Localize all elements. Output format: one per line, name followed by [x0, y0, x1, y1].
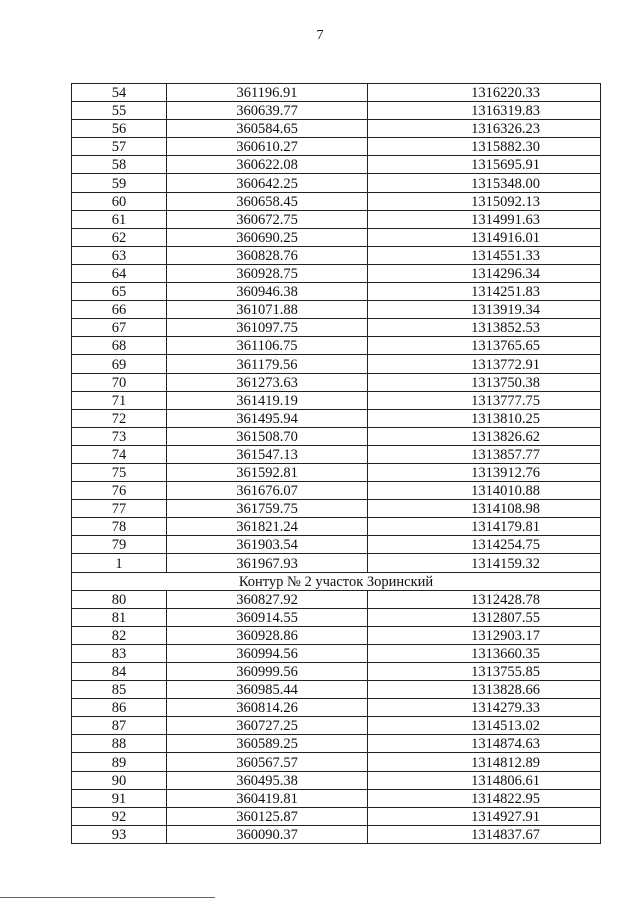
y-coordinate-cell: 1315092.13 — [368, 192, 601, 210]
y-coordinate-cell: 1314108.98 — [368, 500, 601, 518]
table-row — [72, 445, 601, 463]
point-number-cell: 68 — [72, 337, 167, 355]
table-row — [72, 518, 601, 536]
x-coordinate-cell: 361759.75 — [167, 500, 368, 518]
x-coordinate-cell: 360985.44 — [167, 681, 368, 699]
y-coordinate-cell: 1314837.67 — [368, 825, 601, 843]
point-number-cell: 92 — [72, 807, 167, 825]
point-number-cell: 69 — [72, 355, 167, 373]
x-coordinate-cell: 360946.38 — [167, 283, 368, 301]
x-coordinate-cell: 360642.25 — [167, 174, 368, 192]
x-coordinate-cell: 361419.19 — [167, 391, 368, 409]
y-coordinate-cell: 1314010.88 — [368, 482, 601, 500]
x-coordinate-cell: 360610.27 — [167, 138, 368, 156]
y-coordinate-cell: 1313755.85 — [368, 663, 601, 681]
table-row — [72, 663, 601, 681]
point-number-cell: 58 — [72, 156, 167, 174]
table-row — [72, 138, 601, 156]
x-coordinate-cell: 361676.07 — [167, 482, 368, 500]
point-number-cell: 66 — [72, 301, 167, 319]
y-coordinate-cell: 1313772.91 — [368, 355, 601, 373]
coordinates-table — [71, 83, 601, 844]
table-row — [72, 120, 601, 138]
table-row — [72, 246, 601, 264]
table-row — [72, 463, 601, 481]
x-coordinate-cell: 361097.75 — [167, 319, 368, 337]
y-coordinate-cell: 1314927.91 — [368, 807, 601, 825]
table-row — [72, 771, 601, 789]
page-number: 7 — [316, 28, 324, 43]
y-coordinate-cell: 1313852.53 — [368, 319, 601, 337]
table-row — [72, 554, 601, 572]
table-row — [72, 192, 601, 210]
y-coordinate-cell: 1312903.17 — [368, 626, 601, 644]
x-coordinate-cell: 360727.25 — [167, 717, 368, 735]
x-coordinate-cell: 361967.93 — [167, 554, 368, 572]
x-coordinate-cell: 360690.25 — [167, 228, 368, 246]
x-coordinate-cell: 360090.37 — [167, 825, 368, 843]
x-coordinate-cell: 360589.25 — [167, 735, 368, 753]
x-coordinate-cell: 360495.38 — [167, 771, 368, 789]
x-coordinate-cell: 360584.65 — [167, 120, 368, 138]
x-coordinate-cell: 360567.57 — [167, 753, 368, 771]
table-row — [72, 807, 601, 825]
y-coordinate-cell: 1313919.34 — [368, 301, 601, 319]
point-number-cell: 1 — [72, 554, 167, 572]
table-row — [72, 174, 601, 192]
point-number-cell: 83 — [72, 644, 167, 662]
x-coordinate-cell: 360994.56 — [167, 644, 368, 662]
table-row — [72, 536, 601, 554]
x-coordinate-cell: 361106.75 — [167, 337, 368, 355]
table-row — [72, 500, 601, 518]
table-row — [72, 319, 601, 337]
coordinates-table-part2 — [72, 590, 601, 843]
point-number-cell: 67 — [72, 319, 167, 337]
point-number-cell: 88 — [72, 735, 167, 753]
table-row — [72, 84, 601, 102]
point-number-cell: 72 — [72, 409, 167, 427]
point-number-cell: 80 — [72, 590, 167, 608]
point-number-cell: 71 — [72, 391, 167, 409]
y-coordinate-cell: 1314254.75 — [368, 536, 601, 554]
point-number-cell: 61 — [72, 210, 167, 228]
table-row — [72, 283, 601, 301]
x-coordinate-cell: 361821.24 — [167, 518, 368, 536]
point-number-cell: 91 — [72, 789, 167, 807]
table-row — [72, 608, 601, 626]
x-coordinate-cell: 361903.54 — [167, 536, 368, 554]
table-row — [72, 735, 601, 753]
section-title: Контур № 2 участок Зоринский — [72, 572, 601, 590]
table-row — [72, 391, 601, 409]
point-number-cell: 90 — [72, 771, 167, 789]
y-coordinate-cell: 1315348.00 — [368, 174, 601, 192]
point-number-cell: 55 — [72, 102, 167, 120]
footer-divider — [0, 897, 215, 898]
point-number-cell: 75 — [72, 463, 167, 481]
y-coordinate-cell: 1314513.02 — [368, 717, 601, 735]
x-coordinate-cell: 361196.91 — [167, 84, 368, 102]
point-number-cell: 81 — [72, 608, 167, 626]
table-row — [72, 753, 601, 771]
x-coordinate-cell: 360928.75 — [167, 264, 368, 282]
point-number-cell: 78 — [72, 518, 167, 536]
table-row — [72, 264, 601, 282]
point-number-cell: 63 — [72, 246, 167, 264]
x-coordinate-cell: 360672.75 — [167, 210, 368, 228]
point-number-cell: 79 — [72, 536, 167, 554]
y-coordinate-cell: 1313750.38 — [368, 373, 601, 391]
y-coordinate-cell: 1314812.89 — [368, 753, 601, 771]
point-number-cell: 77 — [72, 500, 167, 518]
y-coordinate-cell: 1314806.61 — [368, 771, 601, 789]
table-row — [72, 301, 601, 319]
point-number-cell: 76 — [72, 482, 167, 500]
point-number-cell: 64 — [72, 264, 167, 282]
point-number-cell: 84 — [72, 663, 167, 681]
x-coordinate-cell: 361273.63 — [167, 373, 368, 391]
point-number-cell: 60 — [72, 192, 167, 210]
table-row — [72, 427, 601, 445]
point-number-cell: 85 — [72, 681, 167, 699]
table-row — [72, 590, 601, 608]
point-number-cell: 56 — [72, 120, 167, 138]
x-coordinate-cell: 361495.94 — [167, 409, 368, 427]
y-coordinate-cell: 1314296.34 — [368, 264, 601, 282]
y-coordinate-cell: 1316319.83 — [368, 102, 601, 120]
y-coordinate-cell: 1314822.95 — [368, 789, 601, 807]
x-coordinate-cell: 360814.26 — [167, 699, 368, 717]
table-row — [72, 789, 601, 807]
y-coordinate-cell: 1313660.35 — [368, 644, 601, 662]
point-number-cell: 73 — [72, 427, 167, 445]
table-row — [72, 355, 601, 373]
y-coordinate-cell: 1315882.30 — [368, 138, 601, 156]
x-coordinate-cell: 360928.86 — [167, 626, 368, 644]
point-number-cell: 57 — [72, 138, 167, 156]
y-coordinate-cell: 1314916.01 — [368, 228, 601, 246]
table-row — [72, 102, 601, 120]
y-coordinate-cell: 1314874.63 — [368, 735, 601, 753]
x-coordinate-cell: 360622.08 — [167, 156, 368, 174]
x-coordinate-cell: 360914.55 — [167, 608, 368, 626]
table-row — [72, 373, 601, 391]
x-coordinate-cell: 361508.70 — [167, 427, 368, 445]
y-coordinate-cell: 1313810.25 — [368, 409, 601, 427]
y-coordinate-cell: 1312807.55 — [368, 608, 601, 626]
point-number-cell: 62 — [72, 228, 167, 246]
y-coordinate-cell: 1314991.63 — [368, 210, 601, 228]
table-row — [72, 626, 601, 644]
x-coordinate-cell: 361071.88 — [167, 301, 368, 319]
point-number-cell: 87 — [72, 717, 167, 735]
point-number-cell: 86 — [72, 699, 167, 717]
section-header — [72, 572, 601, 590]
point-number-cell: 93 — [72, 825, 167, 843]
x-coordinate-cell: 360125.87 — [167, 807, 368, 825]
table-row — [72, 681, 601, 699]
y-coordinate-cell: 1314251.83 — [368, 283, 601, 301]
table-row — [72, 717, 601, 735]
point-number-cell: 89 — [72, 753, 167, 771]
y-coordinate-cell: 1313777.75 — [368, 391, 601, 409]
point-number-cell: 74 — [72, 445, 167, 463]
x-coordinate-cell: 360419.81 — [167, 789, 368, 807]
table-row — [72, 699, 601, 717]
point-number-cell: 82 — [72, 626, 167, 644]
x-coordinate-cell: 360827.92 — [167, 590, 368, 608]
y-coordinate-cell: 1313826.62 — [368, 427, 601, 445]
table-row — [72, 825, 601, 843]
coordinates-table-part1 — [72, 84, 601, 573]
y-coordinate-cell: 1313857.77 — [368, 445, 601, 463]
x-coordinate-cell: 360639.77 — [167, 102, 368, 120]
y-coordinate-cell: 1312428.78 — [368, 590, 601, 608]
y-coordinate-cell: 1314159.32 — [368, 554, 601, 572]
table-row — [72, 210, 601, 228]
x-coordinate-cell: 360658.45 — [167, 192, 368, 210]
y-coordinate-cell: 1314551.33 — [368, 246, 601, 264]
section-header-row — [72, 572, 601, 590]
y-coordinate-cell: 1313765.65 — [368, 337, 601, 355]
x-coordinate-cell: 361547.13 — [167, 445, 368, 463]
y-coordinate-cell: 1316326.23 — [368, 120, 601, 138]
y-coordinate-cell: 1313828.66 — [368, 681, 601, 699]
x-coordinate-cell: 361179.56 — [167, 355, 368, 373]
y-coordinate-cell: 1314279.33 — [368, 699, 601, 717]
point-number-cell: 59 — [72, 174, 167, 192]
y-coordinate-cell: 1314179.81 — [368, 518, 601, 536]
table-row — [72, 482, 601, 500]
x-coordinate-cell: 361592.81 — [167, 463, 368, 481]
table-row — [72, 409, 601, 427]
y-coordinate-cell: 1313912.76 — [368, 463, 601, 481]
point-number-cell: 54 — [72, 84, 167, 102]
point-number-cell: 65 — [72, 283, 167, 301]
table-row — [72, 228, 601, 246]
table-row — [72, 337, 601, 355]
y-coordinate-cell: 1315695.91 — [368, 156, 601, 174]
table-row — [72, 644, 601, 662]
x-coordinate-cell: 360828.76 — [167, 246, 368, 264]
table-row — [72, 156, 601, 174]
x-coordinate-cell: 360999.56 — [167, 663, 368, 681]
point-number-cell: 70 — [72, 373, 167, 391]
y-coordinate-cell: 1316220.33 — [368, 84, 601, 102]
